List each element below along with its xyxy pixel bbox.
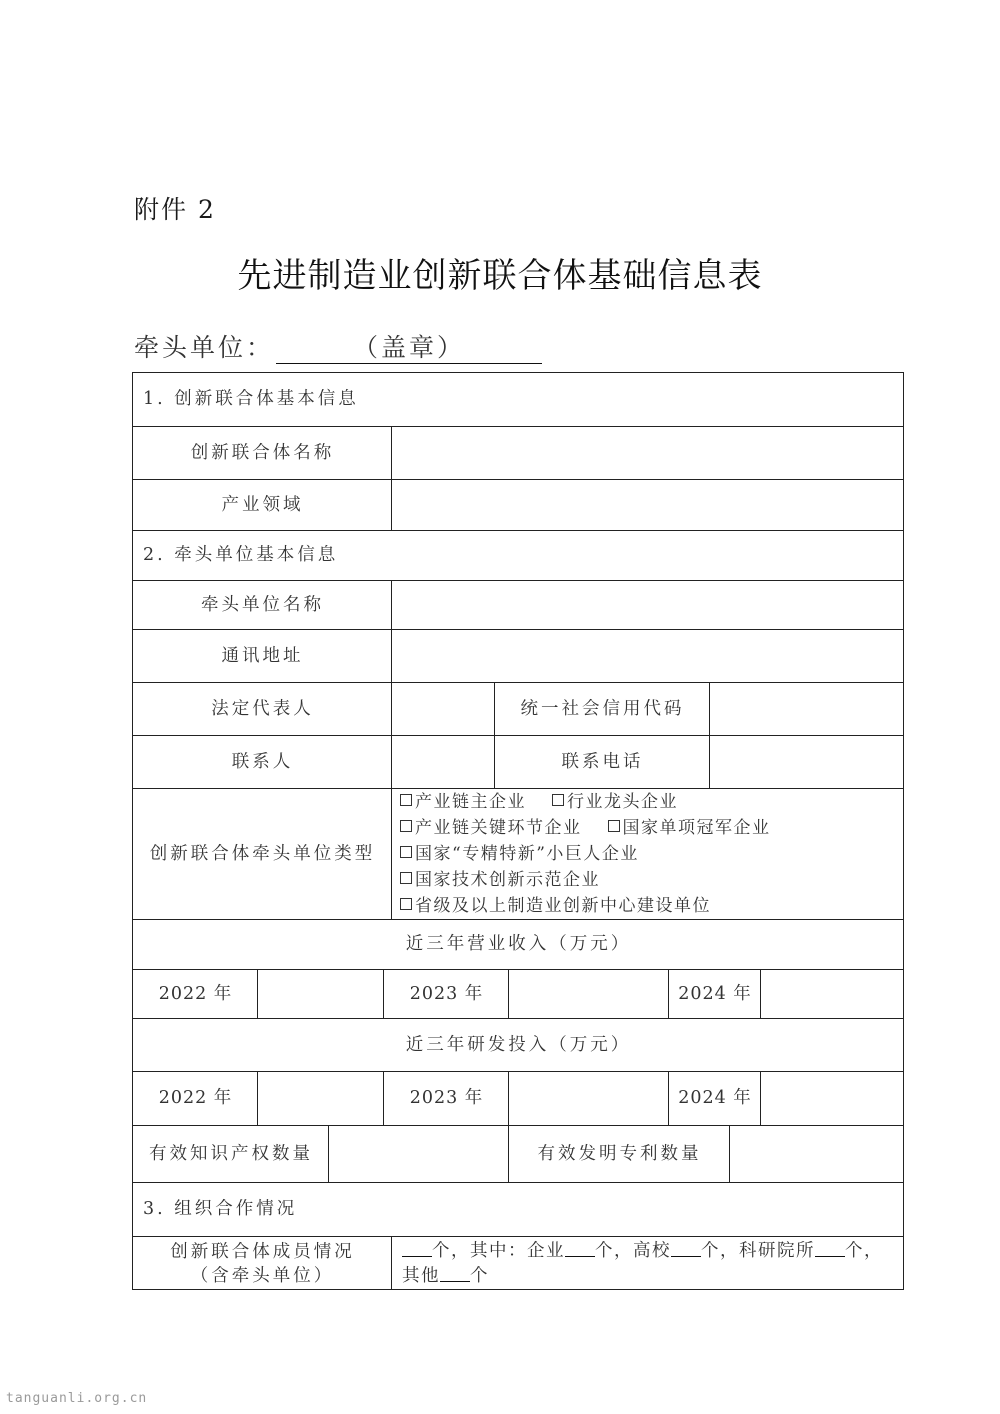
revenue-2022-field[interactable]	[257, 969, 384, 1018]
revenue-year-2024-label: 2024 年	[668, 969, 761, 1018]
members-detail: 个，其中：企业 个，高校 个，科研院所 个， 其他 个	[391, 1236, 904, 1290]
checkbox-icon	[400, 898, 412, 910]
patent-count-field[interactable]	[729, 1125, 904, 1182]
lead-unit-name-field[interactable]	[391, 580, 904, 629]
address-field[interactable]	[391, 629, 904, 682]
rd-2022-field[interactable]	[257, 1071, 384, 1125]
institute-count-blank[interactable]	[815, 1240, 845, 1257]
type-row-2	[400, 815, 771, 841]
ip-count-field[interactable]	[328, 1125, 509, 1182]
legal-rep-label: 法定代表人	[132, 682, 392, 735]
stamp-note: （盖章）	[353, 333, 466, 362]
annex-label: 附件 2	[134, 195, 216, 224]
checkbox-icon	[400, 846, 412, 858]
checkbox-icon	[400, 794, 412, 806]
watermark: tanguanli.org.cn	[6, 1391, 148, 1406]
type-row-1	[400, 789, 678, 815]
rd-year-2023-label: 2023 年	[383, 1071, 509, 1125]
type-row-3	[400, 841, 639, 867]
type-option-industry-leader[interactable]: 行业龙头企业	[552, 792, 678, 812]
revenue-year-2023-label: 2023 年	[383, 969, 509, 1018]
ip-count-label: 有效知识产权数量	[132, 1125, 329, 1182]
page-title: 先进制造业创新联合体基础信息表	[237, 256, 763, 296]
revenue-2023-field[interactable]	[508, 969, 669, 1018]
legal-rep-field[interactable]	[391, 682, 495, 735]
lead-unit-label: 牵头单位：	[134, 333, 275, 362]
other-count-blank[interactable]	[440, 1265, 470, 1282]
contact-label: 联系人	[132, 735, 392, 788]
section3-heading: 3. 组织合作情况	[132, 1182, 904, 1236]
industry-field-label: 产业领域	[132, 479, 392, 530]
section2-heading: 2. 牵头单位基本信息	[132, 530, 904, 580]
table-bottom-border	[132, 1289, 904, 1290]
rd-2024-field[interactable]	[760, 1071, 904, 1125]
lead-unit-name-label: 牵头单位名称	[132, 580, 392, 629]
rd-heading: 近三年研发投入（万元）	[132, 1018, 904, 1071]
table-right-border	[903, 372, 904, 1290]
innovation-consortium-name-field[interactable]	[391, 426, 904, 479]
patent-count-label: 有效发明专利数量	[508, 1125, 730, 1182]
members-label-line2: （含牵头单位）	[190, 1265, 335, 1286]
section1-heading: 1. 创新联合体基本信息	[132, 372, 904, 426]
phone-field[interactable]	[709, 735, 904, 788]
rd-year-2024-label: 2024 年	[668, 1071, 761, 1125]
address-label: 通讯地址	[132, 629, 392, 682]
revenue-year-2022-label: 2022 年	[132, 969, 258, 1018]
checkbox-icon	[552, 794, 564, 806]
phone-label: 联系电话	[494, 735, 710, 788]
lead-unit-type-label: 创新联合体牵头单位类型	[132, 788, 392, 919]
lead-unit-type-options	[391, 788, 904, 919]
contact-field[interactable]	[391, 735, 495, 788]
total-members-blank[interactable]	[402, 1240, 432, 1257]
revenue-heading: 近三年营业收入（万元）	[132, 919, 904, 969]
revenue-2024-field[interactable]	[760, 969, 904, 1018]
enterprise-count-blank[interactable]	[565, 1240, 595, 1257]
type-option-tech-innovation-demo[interactable]: 国家技术创新示范企业	[400, 870, 600, 890]
type-option-innovation-center[interactable]: 省级及以上制造业创新中心建设单位	[400, 896, 711, 916]
type-option-single-champion[interactable]: 国家单项冠军企业	[608, 818, 771, 838]
type-option-chain-leader[interactable]: 产业链主企业	[400, 792, 526, 812]
innovation-consortium-name-label: 创新联合体名称	[132, 426, 392, 479]
checkbox-icon	[400, 872, 412, 884]
members-label	[132, 1236, 392, 1290]
members-label-line1: 创新联合体成员情况	[170, 1241, 355, 1262]
industry-field-input[interactable]	[391, 479, 904, 530]
university-count-blank[interactable]	[671, 1240, 701, 1257]
checkbox-icon	[608, 820, 620, 832]
rd-2023-field[interactable]	[508, 1071, 669, 1125]
credit-code-field[interactable]	[709, 682, 904, 735]
type-option-little-giant[interactable]: 国家“专精特新”小巨人企业	[400, 844, 639, 864]
type-row-4	[400, 867, 600, 893]
rd-year-2022-label: 2022 年	[132, 1071, 258, 1125]
type-row-5	[400, 893, 711, 919]
credit-code-label: 统一社会信用代码	[494, 682, 710, 735]
checkbox-icon	[400, 820, 412, 832]
type-option-key-link[interactable]: 产业链关键环节企业	[400, 818, 582, 838]
